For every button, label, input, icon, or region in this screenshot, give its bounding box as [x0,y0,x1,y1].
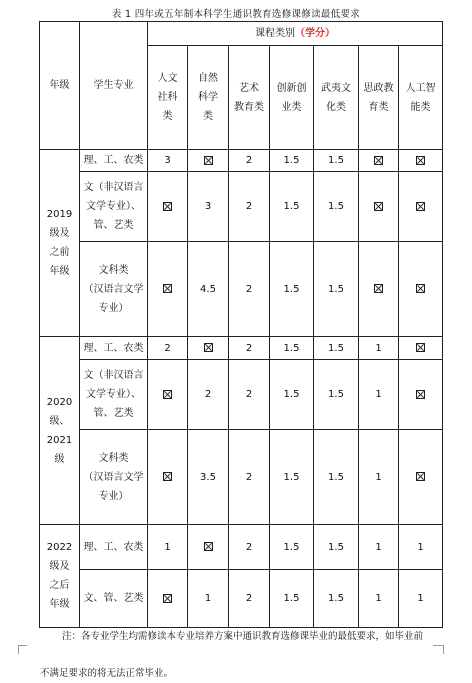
table-row [40,337,443,360]
cell-line: 理、工、农类 [83,342,144,354]
value-cell [148,430,188,525]
value-cell [359,242,399,337]
cell-line: 之前 [49,247,70,258]
cell-line: 管、艺类 [93,408,134,419]
major-cell [80,242,148,337]
value-cell [148,525,188,570]
cell-line: 文科类 [98,452,129,464]
value-cell [314,337,359,360]
credit-value: 3 [164,155,171,166]
credit-value: 1.5 [328,342,344,354]
table-note: 注：各专业学生均需修读本专业培养方案中通识教育选修课毕业的最低要求，如毕业前 [62,631,424,642]
credit-value: 1.5 [328,283,344,295]
value-cell [229,525,270,570]
major-cell [80,172,148,242]
credit-value: 2 [245,283,253,295]
credit-value: 3 [204,201,212,212]
value-cell [270,337,314,360]
value-cell [314,360,359,430]
not-applicable-icon [163,472,172,481]
table-row [40,172,443,242]
value-cell [359,172,399,242]
cell-line: 育类 [368,101,389,113]
page-corner-mark-left [18,645,27,654]
credit-value: 1.5 [283,155,300,166]
value-cell [270,525,314,570]
major-cell [80,150,148,172]
value-cell [314,525,359,570]
category-header [229,46,270,150]
credit-value: 1.5 [283,389,300,400]
header-major [80,22,148,150]
cell-line: 理、工、农类 [83,155,144,166]
cell-line: （汉语言文学 [83,471,144,483]
not-applicable-icon [416,202,425,211]
cell-line: 年级 [49,599,70,610]
credit-value: 1.5 [283,342,300,354]
value-cell [314,150,359,172]
credit-value: 1 [375,342,382,354]
credit-value: 1.5 [283,471,300,483]
not-applicable-icon [204,542,213,551]
header-major-label: 学生专业 [93,80,134,91]
header-grade-label: 年级 [49,80,70,91]
value-cell [188,172,229,242]
not-applicable-icon [163,594,172,603]
value-cell [399,242,443,337]
credit-value: 1.5 [283,283,300,295]
cell-line: 级及 [49,561,70,572]
credit-value: 1.5 [328,155,344,166]
cell-line: 文、管、艺类 [83,593,144,604]
credit-value: 1.5 [283,541,300,553]
not-applicable-icon [416,390,425,399]
credit-value: 2 [245,201,253,212]
credit-value: 2 [164,342,171,354]
value-cell [270,570,314,628]
requirements-table [39,21,443,628]
value-cell [188,430,229,525]
cell-line: 文学专业）、 [86,389,141,400]
credit-value: 1 [417,541,424,553]
credit-value: 3.5 [200,471,216,483]
major-cell [80,430,148,525]
cell-line: 人工智 [405,82,436,94]
credit-value: 1.5 [283,201,300,212]
cell-line: 文（非汉语言 [83,370,144,381]
value-cell [188,570,229,628]
cell-line: 2022 [46,542,73,553]
grade-cell [40,337,80,525]
table-note-continued: 不满足要求的将无法正常毕业。 [40,668,174,679]
not-applicable-icon [416,284,425,293]
not-applicable-icon [374,202,383,211]
value-cell [399,525,443,570]
value-cell [270,150,314,172]
value-cell [188,150,229,172]
credit-value: 1 [204,593,212,604]
cell-line: 自然 [198,73,218,84]
cell-line: 2020 [46,396,73,408]
value-cell [229,242,270,337]
cell-line: 人文 [157,73,178,84]
cell-line: 创新创 [276,82,307,94]
grade-cell [40,150,80,337]
cell-line: 思政教 [363,82,394,94]
cell-line: 社科 [157,92,178,103]
header-category [148,22,443,46]
credit-value: 2 [245,155,253,166]
not-applicable-icon [416,156,425,165]
cell-line: 文科类 [98,264,129,276]
credit-value: 1.5 [328,471,344,483]
credit-value: 1 [375,471,382,483]
value-cell [148,150,188,172]
credit-value: 2 [245,389,253,400]
cell-line: 类 [203,111,213,122]
cell-line: 教育类 [234,101,264,113]
value-cell [314,570,359,628]
cell-line: 2019 [46,209,73,220]
header-row-1 [40,22,443,46]
value-cell [399,570,443,628]
table-row [40,570,443,628]
category-title: 课程类别 [255,28,295,39]
value-cell [314,430,359,525]
credit-value: 2 [245,342,253,354]
value-cell [270,360,314,430]
cell-line: 专业） [98,302,129,314]
value-cell [399,430,443,525]
cell-line: 业类 [281,101,302,113]
not-applicable-icon [374,156,383,165]
credit-value: 1 [375,593,382,604]
major-cell [80,360,148,430]
not-applicable-icon [204,343,213,352]
value-cell [229,150,270,172]
cell-line: 武夷文 [321,82,351,94]
value-cell [188,525,229,570]
value-cell [270,242,314,337]
credit-unit: （学分） [295,28,335,39]
value-cell [148,360,188,430]
cell-line: 级 [54,453,65,465]
value-cell [359,525,399,570]
value-cell [399,150,443,172]
cell-line: 级及 [49,228,70,239]
not-applicable-icon [416,343,425,352]
category-header [399,46,443,150]
value-cell [270,430,314,525]
value-cell [229,360,270,430]
cell-line: 文（非汉语言 [83,182,144,193]
not-applicable-icon [163,390,172,399]
credit-value: 1 [375,541,382,553]
cell-line: 专业） [98,490,129,502]
category-header [270,46,314,150]
not-applicable-icon [163,284,172,293]
table-row [40,430,443,525]
value-cell [148,337,188,360]
credit-value: 2 [245,471,253,483]
cell-line: 级、 [49,415,70,427]
cell-line: （汉语言文学 [83,283,144,295]
cell-line: 艺术 [239,82,259,94]
cell-line: 能类 [410,101,431,113]
credit-value: 1.5 [328,389,344,400]
value-cell [188,360,229,430]
cell-line: 类 [162,111,173,122]
value-cell [359,570,399,628]
value-cell [188,242,229,337]
not-applicable-icon [204,156,213,165]
credit-value: 2 [204,389,212,400]
table-row [40,360,443,430]
cell-line: 2021 [46,434,73,446]
table-row [40,242,443,337]
value-cell [399,337,443,360]
credit-value: 4.5 [200,283,216,295]
not-applicable-icon [374,284,383,293]
credit-value: 1 [417,593,424,604]
page-corner-mark-right [433,645,444,654]
value-cell [188,337,229,360]
major-cell [80,337,148,360]
table-body [40,22,443,628]
category-header [148,46,188,150]
table-row [40,150,443,172]
value-cell [148,242,188,337]
value-cell [399,172,443,242]
credit-value: 1.5 [328,201,344,212]
value-cell [314,242,359,337]
major-cell [80,525,148,570]
credit-value: 1.5 [283,593,300,604]
value-cell [314,172,359,242]
category-header [314,46,359,150]
credit-value: 1 [375,389,382,400]
category-header [188,46,229,150]
cell-line: 年级 [49,266,70,277]
not-applicable-icon [163,202,172,211]
value-cell [229,570,270,628]
credit-value: 1.5 [328,593,344,604]
credit-value: 1.5 [328,541,344,553]
credit-value: 1 [164,541,171,553]
value-cell [270,172,314,242]
value-cell [359,337,399,360]
table-caption: 表 1 四年或五年制本科学生通识教育选修课修读最低要求 [111,9,361,20]
table-row [40,525,443,570]
credit-value: 2 [245,541,253,553]
category-header [359,46,399,150]
credit-value: 2 [245,593,253,604]
value-cell [399,360,443,430]
major-cell [80,570,148,628]
cell-line: 文学专业）、 [86,201,141,212]
cell-line: 管、艺类 [93,220,134,231]
value-cell [229,337,270,360]
value-cell [359,150,399,172]
cell-line: 科学 [198,92,218,103]
value-cell [359,360,399,430]
cell-line: 理、工、农类 [83,541,144,553]
value-cell [148,172,188,242]
value-cell [148,570,188,628]
cell-line: 之后 [49,580,70,591]
value-cell [229,172,270,242]
grade-cell [40,525,80,628]
header-grade [40,22,80,150]
cell-line: 化类 [326,101,346,113]
not-applicable-icon [416,472,425,481]
value-cell [229,430,270,525]
value-cell [359,430,399,525]
